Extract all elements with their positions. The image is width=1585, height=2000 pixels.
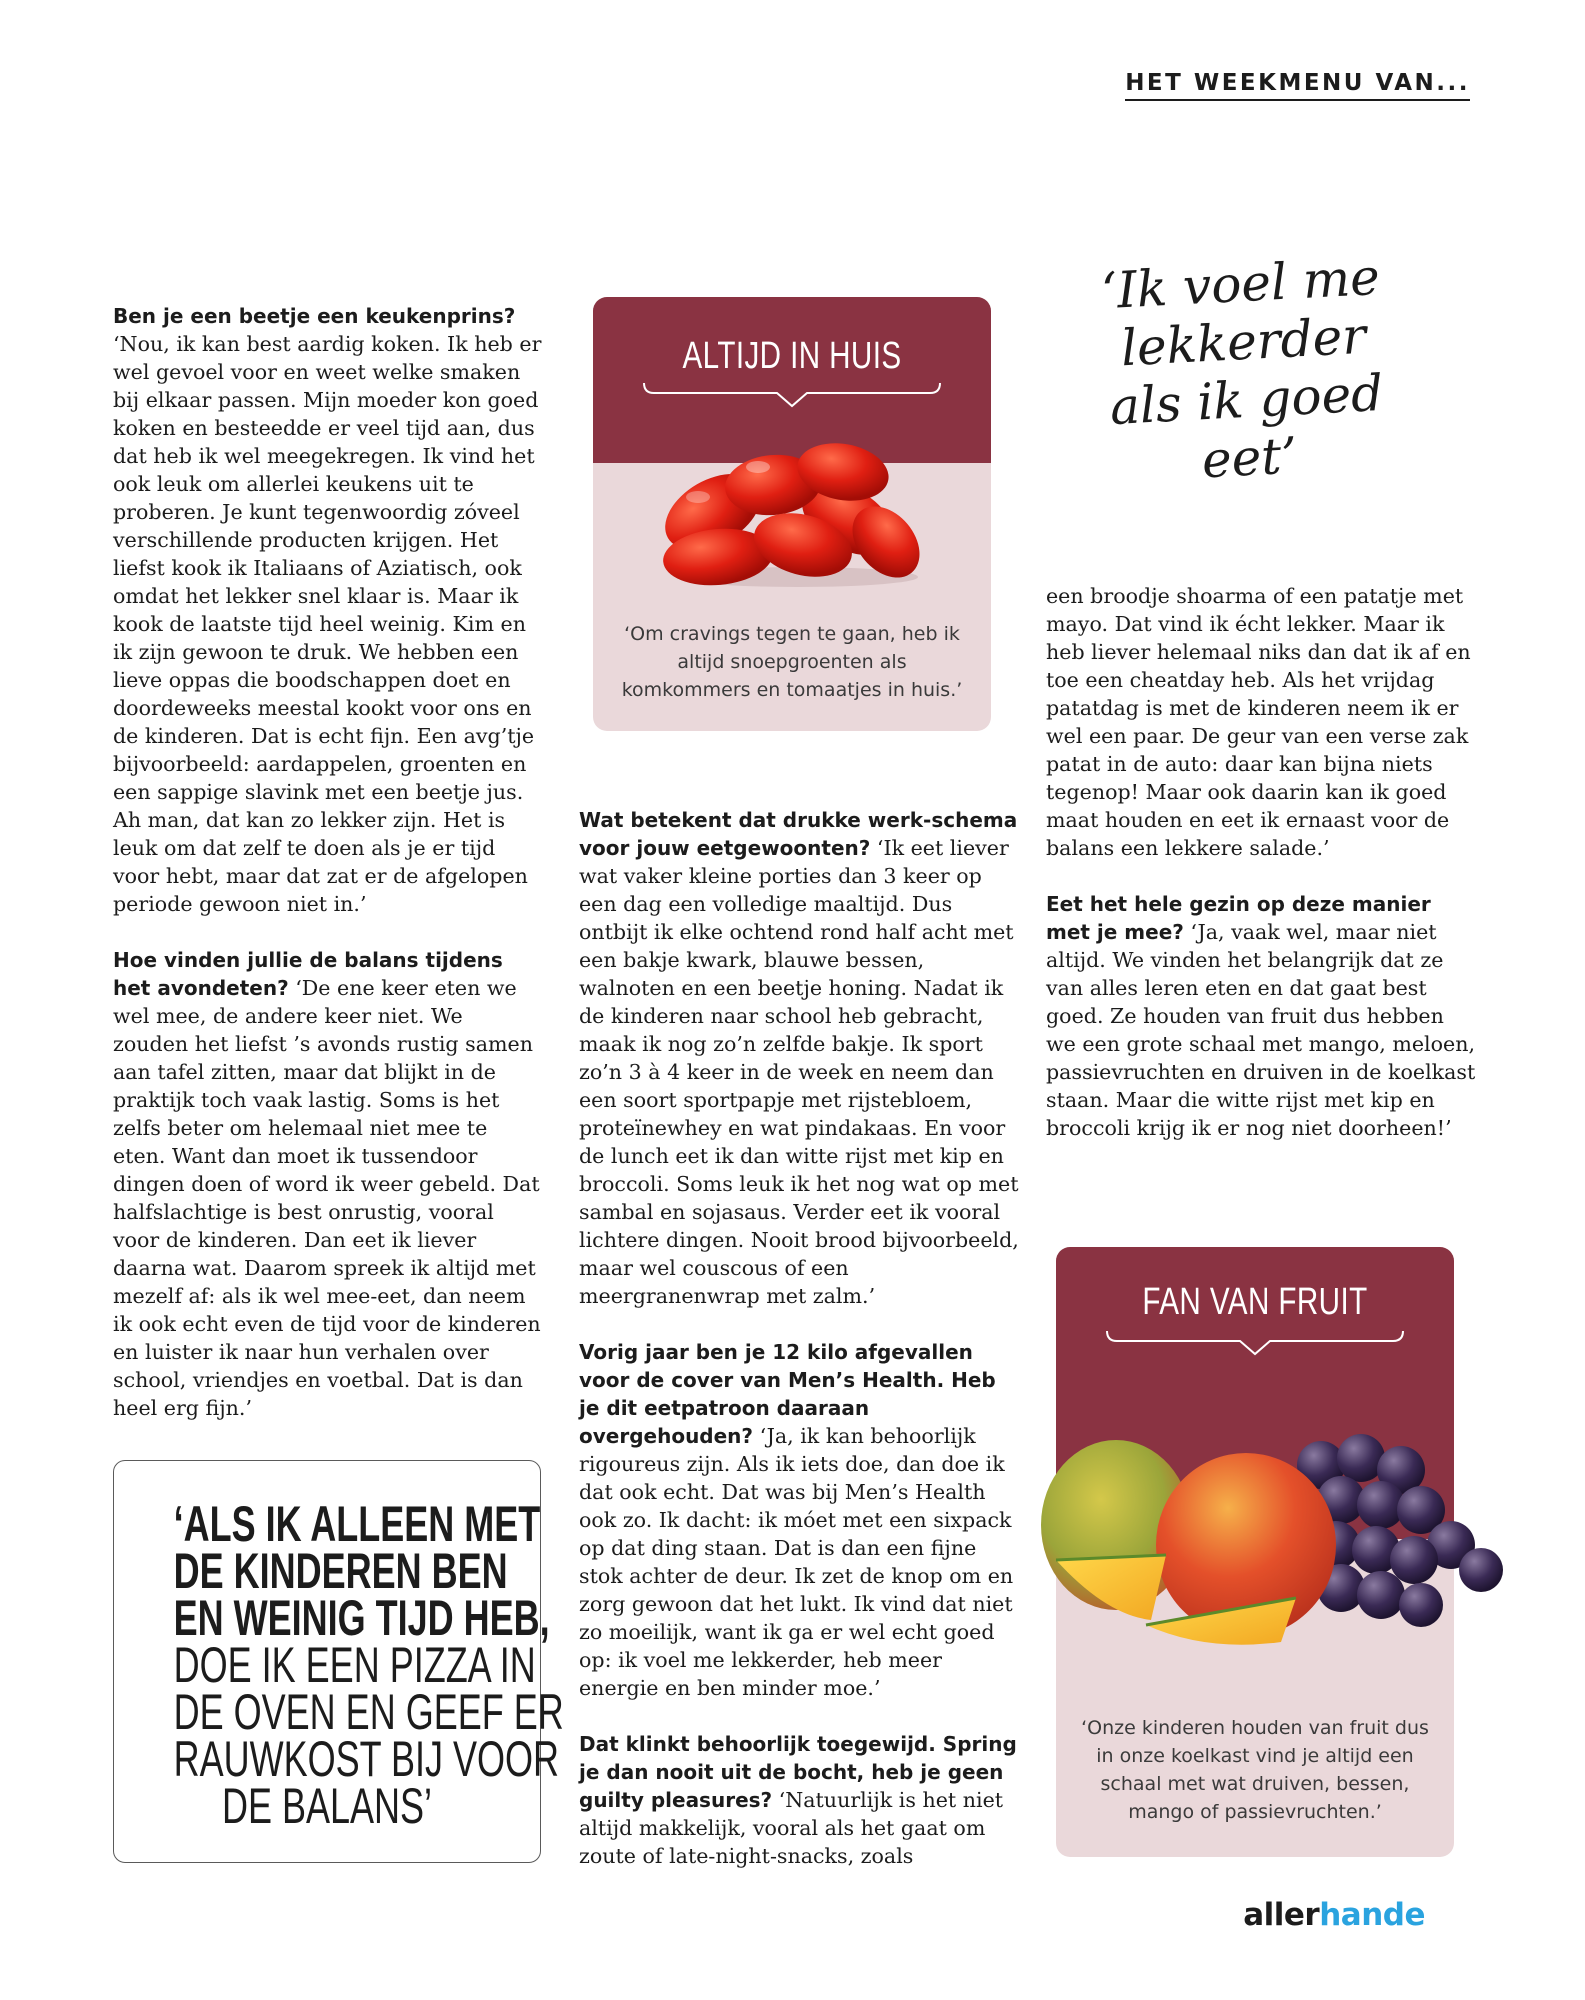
chevron-divider-icon <box>642 379 942 409</box>
box-title: FAN VAN FRUIT <box>1142 1281 1368 1323</box>
interview-question: Wat betekent dat drukke werk-schema voor jouw eetgewoonten? <box>579 808 1018 860</box>
fruit-image <box>1036 1410 1536 1660</box>
logo-part: aller <box>1243 1897 1320 1933</box>
section-tag: HET WEEKMENU VAN... <box>1125 70 1470 101</box>
article-column-2 <box>579 806 1019 1898</box>
pull-quote-line: DOE IK EEN PIZZA IN <box>173 1637 536 1693</box>
qa-paragraph <box>579 1338 1019 1702</box>
interview-question: Vorig jaar ben je 12 kilo afgevallen voor de cover van Men’s Health. Heb je dit eetpatroon daaraan overgehouden? <box>579 1340 996 1448</box>
pull-quote-line: RAUWKOST BIJ VOOR <box>173 1731 560 1787</box>
allerhande-logo <box>1243 1897 1425 1933</box>
box-title: ALTIJD IN HUIS <box>682 335 902 377</box>
chevron-divider-icon <box>1105 1327 1405 1357</box>
box-quote: ‘Om cravings tegen te gaan, heb ik altijd snoepgroenten als komkommers en tomaatjes in huis.’ <box>621 623 963 701</box>
interview-answer: ‘De ene keer eten we wel mee, de andere keer niet. We zouden het liefst ’s avonds rustig samen aan tafel zitten, maar dat blijkt in de praktijk toch vaak lastig. Soms is het zelfs beter om helemaal niet mee te eten. Want dan moet ik tussendoor dingen doen of word ik weer gebeld. Dat halfslachtige is best onrustig, vooral voor de kinderen. Dan eet ik liever daarna wat. Daarom spreek ik altijd met mezelf af: als ik wel mee-eet, dan neem ik ook echt even de tijd voor de kinderen en luister ik naar hun verhalen over school, vriendjes en voetbal. Dat is dan heel erg fijn.’ <box>113 976 541 1420</box>
interview-answer: een broodje shoarma of een patatje met mayo. Dat vind ik écht lekker. Maar ik heb liever helemaal niks dan dat ik af en toe een cheatday heb. Als het vrijdag patatdag is met de kinderen neem ik er wel een paar. De geur van een verse zak patat in de auto: daar kan bijna niets tegenop! Maar ook daarin kan ik goed maat houden en eet ik ernaast voor de balans een lekkere salade.’ <box>1046 584 1471 860</box>
interview-answer: ‘Ja, ik kan behoorlijk rigoureus zijn. Als ik iets doe, dan doe ik dat ook echt. Dat was bij Men’s Health ook zo. Ik dacht: ik móet met een sixpack op dat ding staan. Dat is dan een fijne stok achter de deur. Ik zet de knop om en zorg gewoon dat het lukt. Ik vind dat niet zo moeilijk, want ik ga er wel echt goed op: ik voel me lekkerder, heb meer energie en ben minder moe.’ <box>579 1424 1014 1700</box>
qa-paragraph <box>579 806 1019 1310</box>
qa-paragraph <box>113 302 543 918</box>
box-quote: ‘Onze kinderen houden van fruit dus in onze koelkast vind je altijd een schaal met wat druiven, bessen, mango of passievruchten.’ <box>1081 1717 1429 1823</box>
logo-part: hande <box>1319 1897 1425 1933</box>
handwritten-quote <box>1074 247 1416 496</box>
pull-quote-line: ‘ALS IK ALLEEN MET <box>173 1496 541 1552</box>
interview-answer: ‘Natuurlijk is het niet altijd makkelijk, vooral als het gaat om zoute of late-night-snacks, zoals <box>579 1788 1004 1868</box>
cherry-tomatoes-image <box>648 427 938 592</box>
qa-paragraph <box>1046 582 1476 862</box>
pull-quote-line: DE KINDEREN BEN <box>173 1543 508 1599</box>
interview-question: Eet het hele gezin op deze manier met je mee? <box>1046 892 1431 944</box>
article-column-3 <box>1046 582 1476 1170</box>
pull-quote-line: DE OVEN EN GEEF ER <box>173 1684 564 1740</box>
interview-answer: ‘Ja, vaak wel, maar niet altijd. We vinden het belangrijk dat ze van alles leren eten en dat gaat best goed. Ze houden van fruit dus hebben we een grote schaal met mango, meloen, passievruchten en druiven in de koelkast staan. Maar die witte rijst met kip en broccoli krijg ik er nog niet doorheen!’ <box>1046 920 1476 1140</box>
interview-answer: ‘Nou, ik kan best aardig koken. Ik heb er wel gevoel voor en weet welke smaken bij elkaar passen. Mijn moeder kon goed koken en besteedde er veel tijd aan, dus dat heb ik wel meegekregen. Ik vind het ook leuk om allerlei keukens uit te proberen. Je kunt tegenwoordig zóveel verschillende producten krijgen. Het liefst kook ik Italiaans of Aziatisch, ook omdat het lekker snel klaar is. Maar ik kook de laatste tijd heel weinig. Kim en ik zijn gewoon te druk. We hebben een lieve oppas die boodschappen doet en doordeweeks meestal kookt voor ons en de kinderen. Dat is echt fijn. Een avg’tje bijvoorbeeld: aardappelen, groenten en een sappige slavink met een beetje jus. Ah man, dat kan zo lekker zijn. Het is leuk om dat zelf te doen als je er tijd voor hebt, maar dat zat er de afgelopen periode gewoon niet in.’ <box>113 332 542 916</box>
qa-paragraph <box>579 1730 1019 1870</box>
qa-paragraph <box>113 946 543 1422</box>
handwritten-quote-line: ‘Ik voel me <box>1099 247 1382 321</box>
handwritten-quote-line: als ik goed eet’ <box>1108 363 1385 490</box>
pull-quote-line: EN WEINIG TIJD HEB, <box>173 1590 550 1646</box>
interview-question: Dat klinkt behoorlijk toegewijd. Spring je dan nooit uit de bocht, heb je geen guilty pleasures? <box>579 1732 1017 1812</box>
article-column-1 <box>113 302 543 1450</box>
handwritten-quote-line: lekkerder <box>1119 306 1368 378</box>
qa-paragraph <box>1046 890 1476 1142</box>
sidebar-box-altijd-in-huis <box>593 297 991 731</box>
pull-quote-line: DE BALANS’ <box>221 1778 433 1834</box>
interview-question: Ben je een beetje een keukenprins? <box>113 304 516 328</box>
interview-answer: ‘Ik eet liever wat vaker kleine porties dan 3 keer op een dag een volledige maaltijd. Dus ontbijt ik elke ochtend rond half acht met een bakje kwark, blauwe bessen, walnoten en een beetje honing. Nadat ik de kinderen naar school heb gebracht, maak ik nog zo’n zelfde bakje. Ik sport zo’n 3 à 4 keer in de week en neem dan een soort sportpapje met rijstebloem, proteïnewhey en wat pindakaas. En voor de lunch eet ik dan witte rijst met kip en broccoli. Soms leuk ik het nog wat op met sambal en sojasaus. Verder eet ik vooral lichtere dingen. Nooit brood bijvoorbeeld, maar wel couscous of een meergranenwrap met zalm.’ <box>579 836 1019 1308</box>
pull-quote <box>113 1460 564 1863</box>
interview-question: Hoe vinden jullie de balans tijdens het avondeten? <box>113 948 503 1000</box>
